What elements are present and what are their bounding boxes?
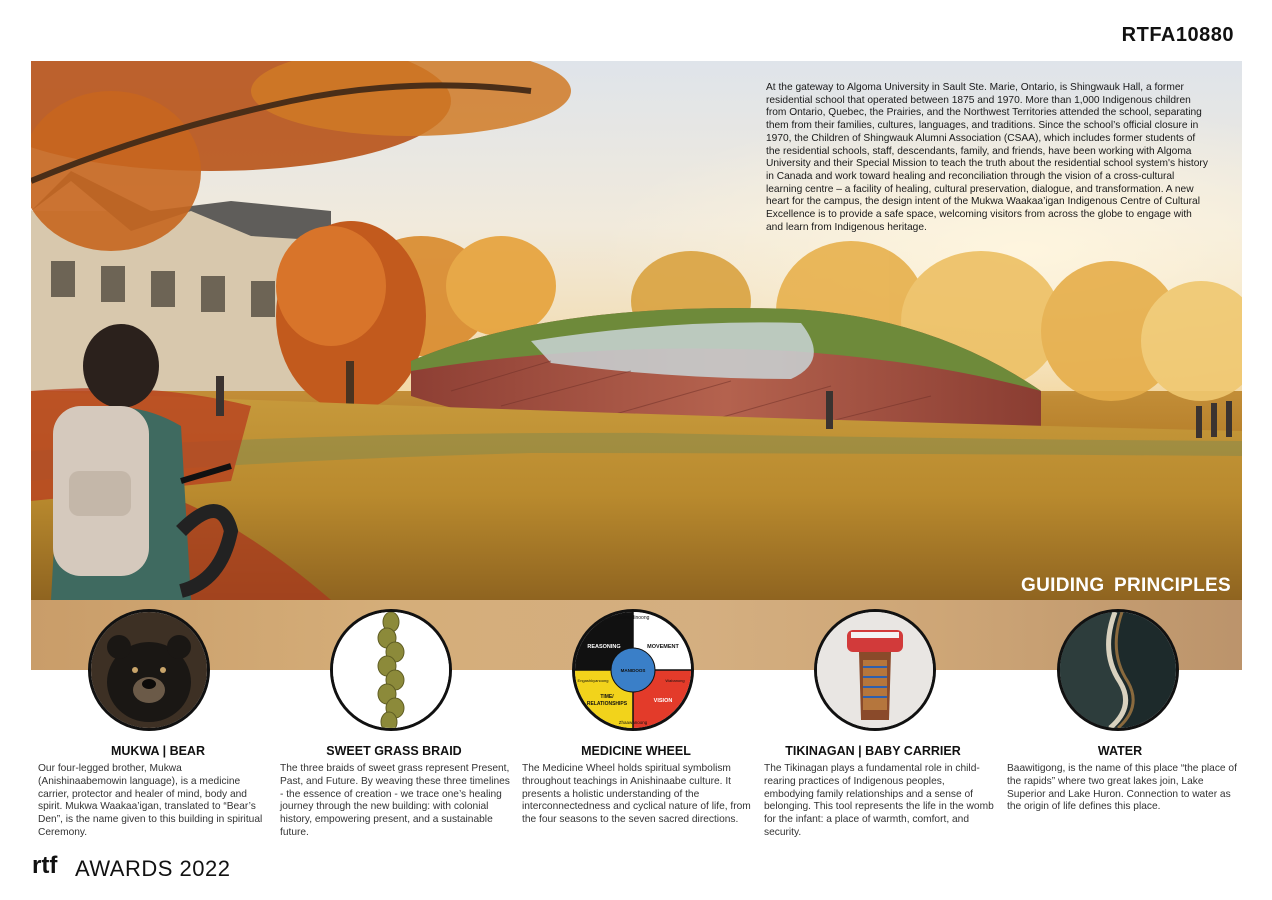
wheel-label-bottom: Zhaawanoong (618, 720, 648, 725)
wheel-label-top: Kewaydinoong (616, 615, 650, 621)
bear-icon (88, 609, 210, 731)
principle-title-bear: MUKWA | BEAR (110, 744, 205, 758)
principle-title-water: WATER (1097, 744, 1143, 758)
svg-text:rtf: rtf (32, 852, 58, 878)
wheel-label-time: TIME/ (600, 694, 614, 700)
wheel-label-relationships: RELATIONSHIPS (586, 701, 628, 707)
principle-body-braid: The three braids of sweet grass represent Present, Past, and Future. By weaving these three timelines - the essence of creation - we trace one’s healing journey through the new building: with colonial history, empowering present, and a sustainable future. (280, 763, 510, 838)
principle-title-tikinagan: TIKINAGAN | BABY CARRIER (785, 744, 961, 758)
principle-body-wheel: The Medicine Wheel holds spiritual symbolism throughout teachings in Anishinaabe culture. It presents a holistic understanding of the interconnectedness and cyclical nature of life, from the four seasons to the seven sacred directions. (522, 763, 751, 826)
baby-carrier-icon (814, 609, 936, 731)
principle-body-water: Baawitigong, is the name of this place “the place of the rapids” where two great lakes join, Lake Superior and Lake Huron. Connection to water as the origin of life defines this place. (1007, 763, 1237, 813)
project-code: RTFA10880 (1121, 24, 1234, 46)
principle-title-wheel: MEDICINE WHEEL (581, 744, 691, 758)
principle-body-tikinagan: The Tikinagan plays a fundamental role in child-rearing practices of Indigenous peoples, embodying family relationships and a sense of belonging. This tool represents the life in the womb for the infant: a place of warmth, comfort, and security. (764, 763, 994, 838)
wheel-label-left: Engashkyanoong (577, 678, 609, 683)
wheel-label-center: MANIDOOS (620, 668, 646, 673)
principle-title-braid: SWEET GRASS BRAID (326, 744, 462, 758)
principle-body-bear: Our four-legged brother, Mukwa (Anishinaabemowin language), is a medicine carrier, protector and healer of mind, body and spirit. Mukwa Waakaa’igan, translated to “Bear’s Den”, is the name given to this building in spiritual Ceremony. (38, 763, 263, 838)
wheel-label-right: Wabanong (665, 678, 685, 683)
section-heading: GUIDING PRINCIPLES (1021, 575, 1231, 596)
braid-icon (330, 609, 452, 731)
water-icon (1057, 609, 1179, 731)
wheel-label-movement: MOVEMENT (647, 644, 679, 650)
awards-label: AWARDS 2022 (75, 856, 231, 881)
wheel-label-vision: VISION (653, 698, 673, 704)
hero-rendering (31, 61, 1242, 600)
intro-paragraph: At the gateway to Algoma University in Sault Ste. Marie, Ontario, is Shingwauk Hall, a former residential school that operated between 1875 and 1970. More than 1,000 Indigenous children from Ontario, Quebec, the Prairies, and the Northwest Territories attended the school, separating them from their families, cultures, languages, and traditions. Since the school’s official closure in 1970, the Children of Shingwauk Alumni Association (CSAA), which includes former students of the residential schools, staff, descendants, family, and friends, have been working with Algoma University and their Special Mission to teach the truth about the residential school system's history in Canada and work toward healing and reconciliation through the vision of a cross-cultural learning centre – a facility of healing, cultural preservation, dialogue, and transformation. A new heart for the campus, the design intent of the Mukwa Waakaa’igan Indigenous Centre of Cultural Excellence is to provide a safe space, welcoming visitors from across the globe to engage with and learn from Indigenous heritage. (766, 82, 1208, 233)
medicine-wheel-icon (572, 609, 694, 731)
wheel-label-reasoning: REASONING (587, 644, 621, 650)
rtf-logo (32, 852, 72, 883)
